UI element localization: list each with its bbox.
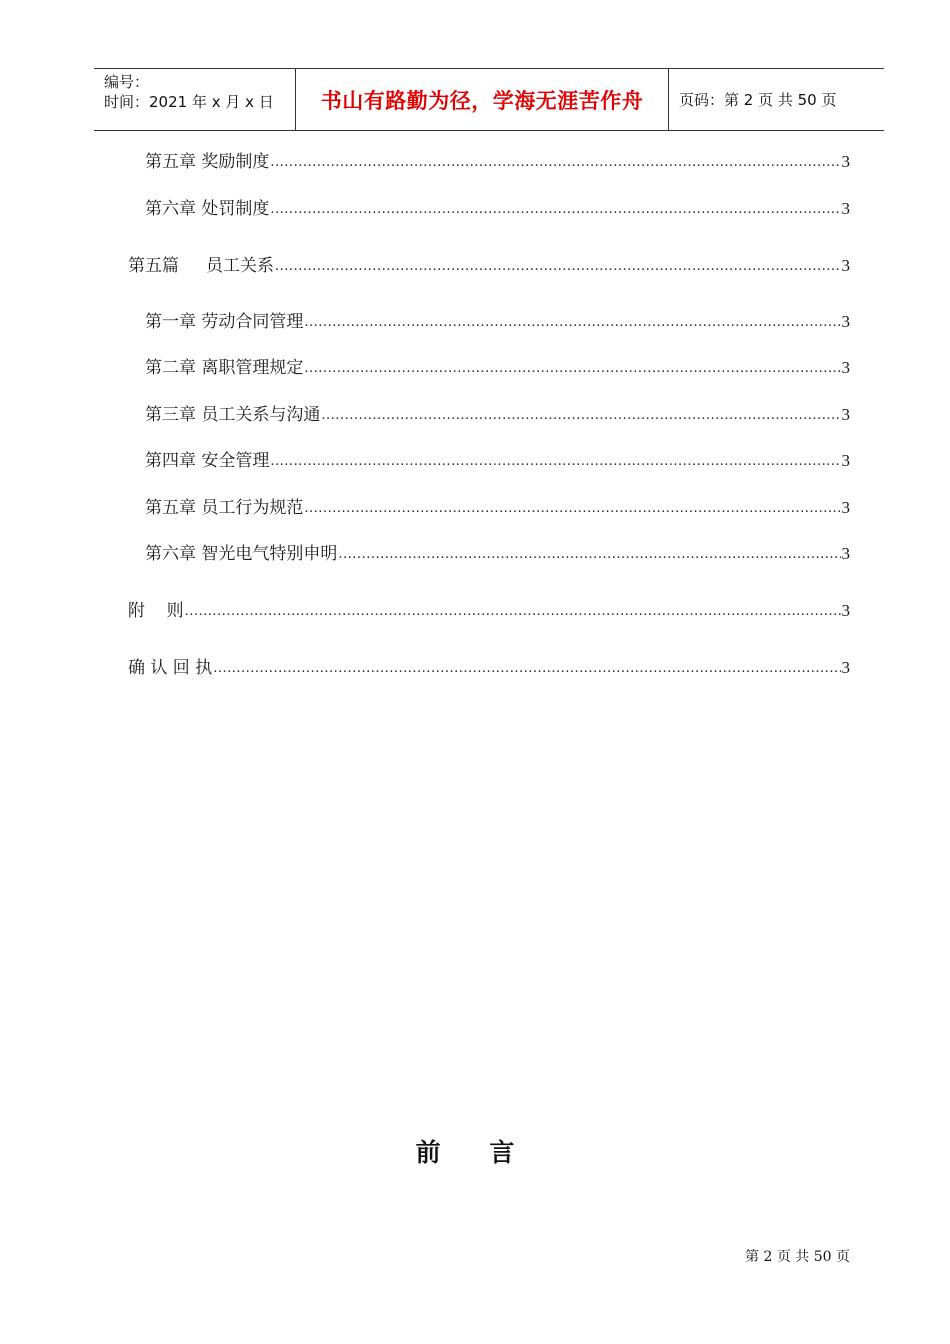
toc-leader-dots <box>270 150 840 174</box>
toc-entry-label: 第四章 安全管理 <box>145 451 270 471</box>
document-number: 编号： <box>104 73 150 91</box>
toc-entry-page: 3 <box>841 498 850 517</box>
toc-leader-dots <box>213 656 840 680</box>
toc-entry[interactable] <box>145 311 850 335</box>
toc-entry[interactable] <box>145 357 850 381</box>
header-page-info: 页码：第 2 页 共 50 页 <box>679 91 837 109</box>
toc-leader-dots <box>304 496 840 520</box>
toc-entry[interactable] <box>145 543 850 567</box>
toc-entry-page: 3 <box>841 256 850 275</box>
toc-entry-label: 第五章 奖励制度 <box>145 152 270 172</box>
toc-leader-dots <box>304 310 840 334</box>
toc-entry-page: 3 <box>841 601 850 620</box>
toc-entry-page: 3 <box>841 199 850 218</box>
toc-entry[interactable] <box>145 198 850 222</box>
toc-entry[interactable] <box>145 151 850 175</box>
toc-leader-dots <box>185 599 841 623</box>
header-page-cell <box>669 69 884 130</box>
page-header <box>94 68 884 131</box>
section-title: 前 言 <box>415 1138 535 1167</box>
toc-entry-page: 3 <box>841 312 850 331</box>
toc-entry-label: 附 则 <box>128 601 184 621</box>
toc-entry[interactable] <box>145 497 850 521</box>
toc-entry-label: 第六章 智光电气特别申明 <box>145 544 338 564</box>
toc-entry-page: 3 <box>841 451 850 470</box>
toc-leader-dots <box>338 542 840 566</box>
toc-entry-label: 第六章 处罚制度 <box>145 199 270 219</box>
toc-leader-dots <box>275 254 840 278</box>
toc-entry-page: 3 <box>841 358 850 377</box>
page-footer: 第 2 页 共 50 页 <box>745 1249 850 1265</box>
toc-leader-dots <box>321 403 840 427</box>
toc-entry-page: 3 <box>841 658 850 677</box>
toc-entry-appendix[interactable] <box>128 600 850 624</box>
toc-entry[interactable] <box>145 450 850 474</box>
toc-leader-dots <box>270 449 840 473</box>
document-time: 时间：2021 年 x 月 x 日 <box>104 93 274 111</box>
toc-entry-label: 第一章 劳动合同管理 <box>145 312 304 332</box>
toc-entry-part[interactable] <box>128 255 850 279</box>
toc-entry-page: 3 <box>841 544 850 563</box>
toc-entry-receipt[interactable] <box>128 657 850 681</box>
toc-entry-label: 第二章 离职管理规定 <box>145 358 304 378</box>
toc-entry-label: 第三章 员工关系与沟通 <box>145 405 321 425</box>
toc-entry-label: 第五篇 员工关系 <box>128 256 275 276</box>
toc-entry-page: 3 <box>841 405 850 424</box>
toc-leader-dots <box>304 356 840 380</box>
header-info-cell <box>94 69 296 130</box>
toc-entry[interactable] <box>145 404 850 428</box>
toc-leader-dots <box>270 197 840 221</box>
toc-entry-label: 第五章 员工行为规范 <box>145 498 304 518</box>
header-motto-cell <box>296 69 669 130</box>
toc-entry-label: 确 认 回 执 <box>128 658 213 678</box>
toc-entry-page: 3 <box>841 152 850 171</box>
header-motto: 书山有路勤为径，学海无涯苦作舟 <box>320 88 644 113</box>
